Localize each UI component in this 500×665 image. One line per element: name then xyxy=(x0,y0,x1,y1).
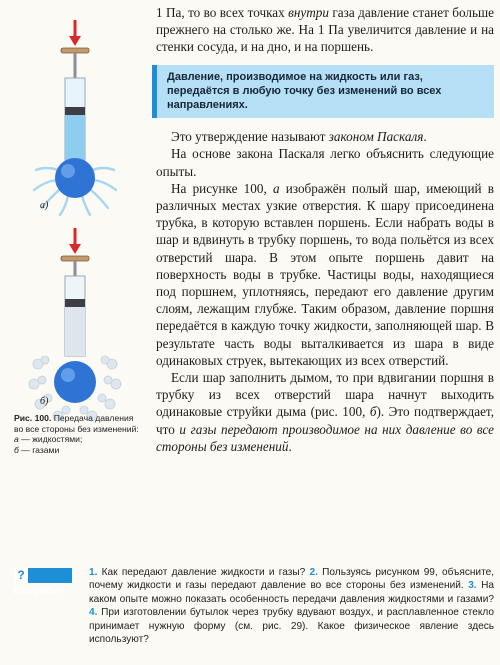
caption-item-b-letter: б xyxy=(14,444,19,455)
questions-section xyxy=(14,566,494,662)
hollow-ball xyxy=(54,361,96,403)
caption-item-a-letter: а xyxy=(14,434,19,445)
question-4-text: При изготовлении бутылок через трубку вдувают воздух, и расплавленное стекло принимает нужную форму (см. рис. 29). Какое физическое явление здесь используют? xyxy=(89,607,494,646)
caption-item-b-text: — газами xyxy=(18,444,60,455)
law-line-3: направлениях. xyxy=(167,99,248,112)
paragraph-4-text-b: изображён полый шар, имеющий в различных местах узкие отверстия. К шару присоединена трубка, в которую вставлен поршень. Если набрать воды в шар и вдвинуть в трубку поршень, то вода польётся из всех отверстий шара. В этом опыте поршень давит на поверхность воды в трубке. Частицы воды, находящиеся под поршнем, уплотняясь, передают его давление другим слоям, лежащим глубже. Таким образом, давление поршня передаётся в каждую точку жидкости, заполняющей шар. В результате часть воды выталкивается из шара в виде одинаковых струек, вытекающих из всех отверстий. xyxy=(156,180,494,368)
law-line-1: Давление, производимое на жидкость или газ, xyxy=(167,70,423,83)
piston xyxy=(65,107,85,115)
figure-label-a: а) xyxy=(40,200,49,211)
question-4-number: 4. xyxy=(89,607,98,619)
figure-caption xyxy=(14,413,144,455)
hollow-ball xyxy=(55,158,95,198)
figure-label-b: б) xyxy=(40,396,49,407)
paragraph-1 xyxy=(156,4,494,56)
piston-handle xyxy=(61,48,89,53)
paragraph-2-text-a: Это утверждение называют xyxy=(171,129,329,145)
paragraph-5 xyxy=(156,369,494,455)
question-2-text: Пользуясь рисунком 99, объясните, почему жидкости и газы передают давление во все стороны без изменений. xyxy=(89,567,495,592)
pascal-ball-liquid-drawing xyxy=(28,18,122,218)
paragraph-5-text-c: . xyxy=(288,438,292,454)
paragraph-1-text-b: газа давление станет больше прежнего на столько же. На 1 Па увеличится давление и на стенки сосуда, и на дно, и на поршень. xyxy=(156,5,494,55)
pascal-law-term: законом Паскаля xyxy=(328,129,424,145)
paragraph-2-text-b: . xyxy=(423,129,427,145)
question-mark-icon: ? xyxy=(14,568,28,583)
force-arrowhead xyxy=(69,36,81,46)
caption-number: Рис. 100. xyxy=(14,413,52,423)
pascal-law-box xyxy=(152,65,494,119)
caption-text: Передача давления во все стороны без изменений: xyxy=(14,413,139,434)
paragraph-5-emphasis-1: б xyxy=(369,404,377,420)
law-line-2: передаётся в любую точку без изменений во всех xyxy=(167,84,442,97)
paragraph-5-text-b: ). Это подтверждает, что xyxy=(156,404,494,437)
paragraph-4 xyxy=(156,180,494,369)
paragraph-5-text-a: Если шар заполнить дымом, то при вдвигании поршня в трубку из всех отверстий шара начнут выходить одинаковые струйки дыма (рис. 100, xyxy=(156,370,494,420)
caption-item-a-text: — жидкостями; xyxy=(18,434,83,445)
questions-badge-label: Вопросы xyxy=(14,586,60,597)
paragraph-4-text-a: На рисунке 100, xyxy=(171,180,273,196)
paragraph-1-emphasis: внутри xyxy=(288,5,329,20)
piston-handle xyxy=(61,256,89,261)
piston xyxy=(65,299,85,307)
paragraph-5-emphasis-2: и газы передают производимое на них давление во все стороны без изменений xyxy=(156,421,494,454)
tube-water xyxy=(65,115,85,160)
question-1-text: Как передают давление жидкости и газы? xyxy=(97,567,310,578)
paragraph-2 xyxy=(156,128,494,145)
paragraph-4-emphasis: а xyxy=(272,180,280,196)
question-3-number: 3. xyxy=(468,580,477,592)
question-1-number: 1. xyxy=(89,567,98,578)
questions-badge xyxy=(14,568,72,597)
paragraph-1-text-a: 1 Па, то во всех точках xyxy=(156,5,289,20)
figure-column xyxy=(0,0,150,560)
force-arrowhead xyxy=(69,244,81,254)
paragraph-3: На основе закона Паскаля легко объяснить следующие опыты. xyxy=(156,146,494,179)
ball-highlight xyxy=(61,368,75,382)
questions-list xyxy=(89,566,494,646)
tube-smoke xyxy=(65,307,85,356)
question-3-text: На каком опыте можно показать особенность передачи давления жидкостями и газами? xyxy=(89,580,494,605)
question-2-number: 2. xyxy=(309,567,318,578)
pascal-ball-liquid-illustration xyxy=(28,18,122,218)
main-text-column xyxy=(156,4,494,455)
ball-highlight xyxy=(61,164,75,178)
